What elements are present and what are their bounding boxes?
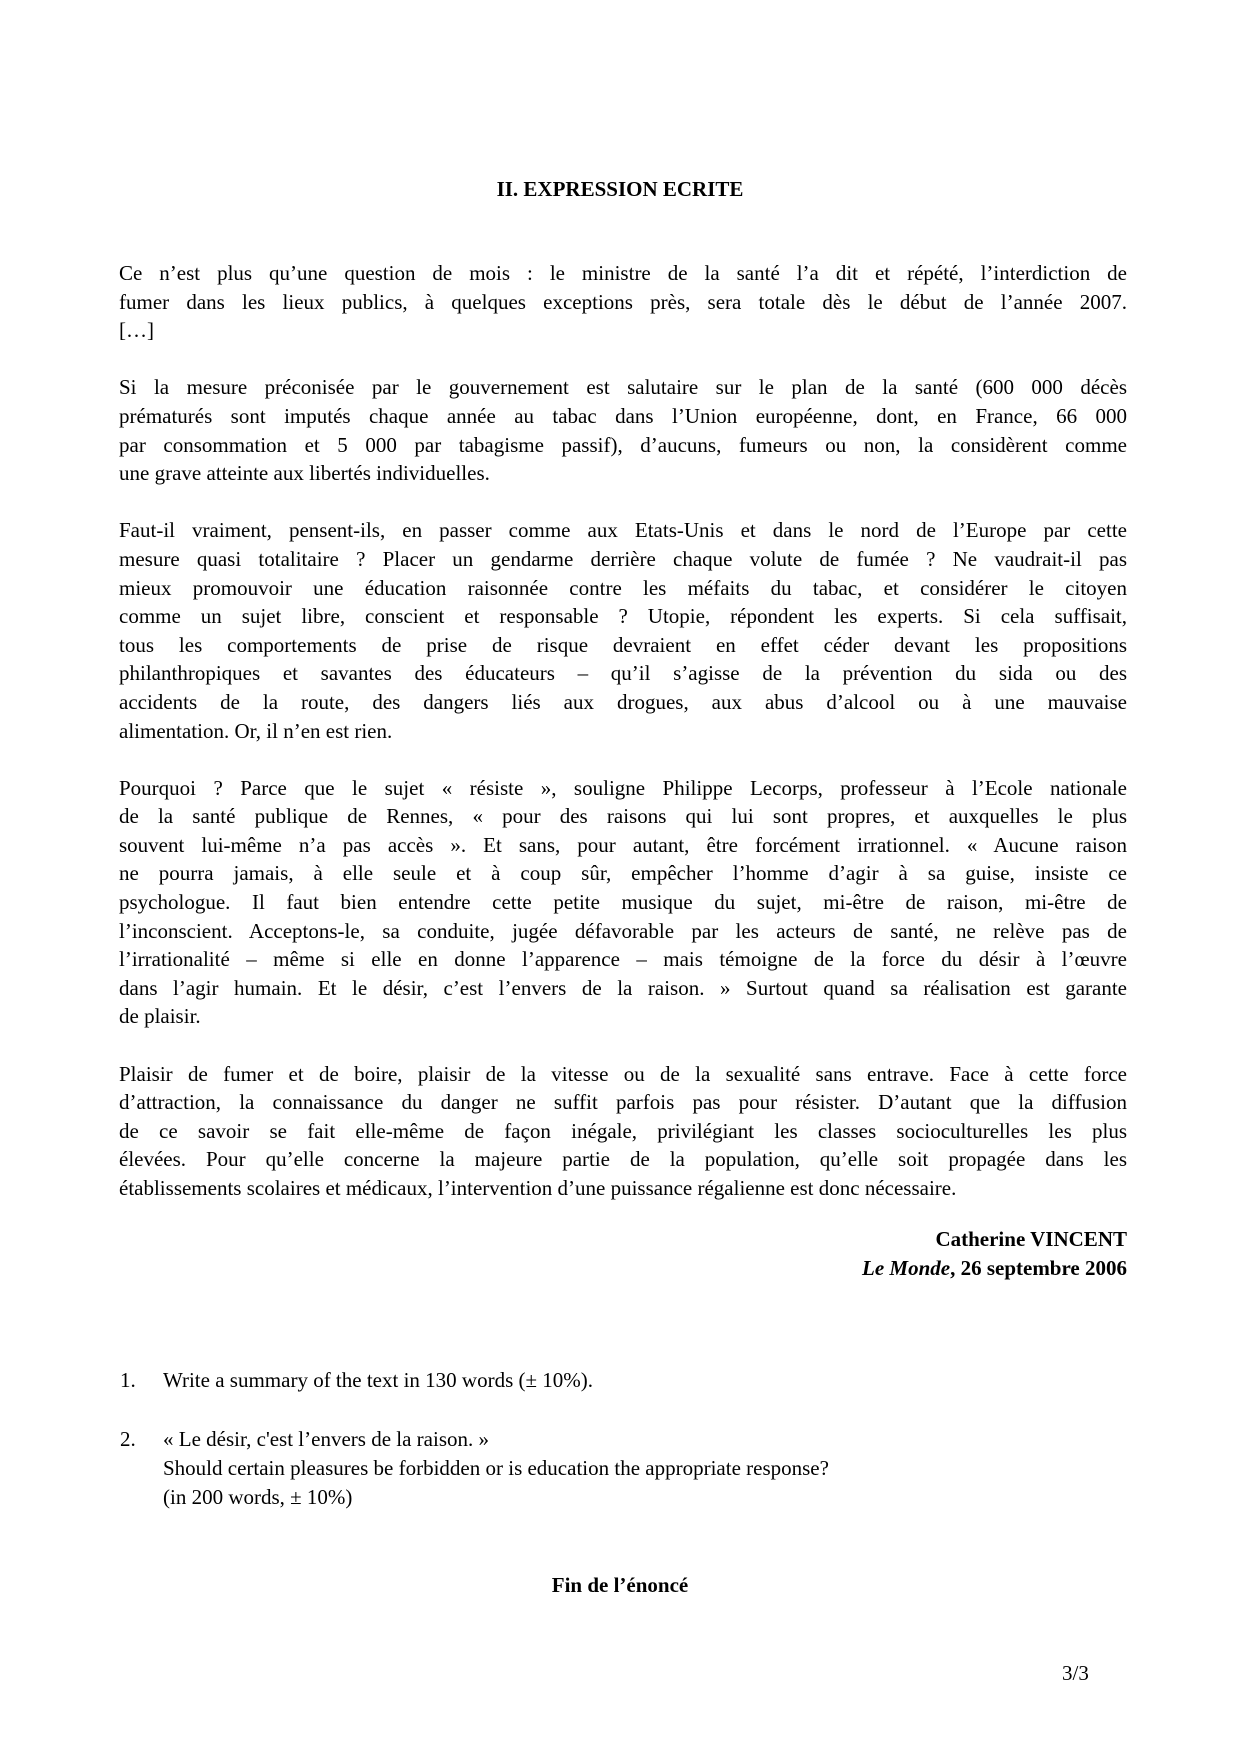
text-line: psychologue. Il faut bien entendre cette petite musique du sujet, mi-être de raison, mi-être de bbox=[119, 890, 1127, 915]
text-line: Pourquoi ? Parce que le sujet « résiste », souligne Philippe Lecorps, professeur à l’Ecole nationale bbox=[119, 775, 1127, 800]
text-line: […] bbox=[119, 318, 154, 343]
text-line: l’inconscient. Acceptons-le, sa conduite, jugée défavorable par les acteurs de santé, ne relève pas de bbox=[119, 918, 1127, 943]
question-quote: « Le désir, c'est l’envers de la raison. » bbox=[163, 1427, 489, 1451]
text-line: alimentation. Or, il n’en est rien. bbox=[119, 718, 393, 743]
text-line: de plaisir. bbox=[119, 1004, 201, 1029]
text-line: comme un sujet libre, conscient et responsable ? Utopie, répondent les experts. Si cela suffisait, bbox=[119, 604, 1127, 629]
end-of-statement: Fin de l’énoncé bbox=[551, 1573, 689, 1597]
text-line: dans l’agir humain. Et le désir, c’est l’envers de la raison. » Surtout quand sa réalisation est garante bbox=[119, 975, 1127, 1000]
paragraph bbox=[119, 1060, 1127, 1203]
paragraph bbox=[119, 516, 1127, 745]
text-line: une grave atteinte aux libertés individuelles. bbox=[119, 461, 490, 486]
text-line: Si la mesure préconisée par le gouvernement est salutaire sur le plan de la santé (600 000 décès bbox=[119, 375, 1127, 400]
text-line: fumer dans les lieux publics, à quelques exceptions près, sera totale dès le début de l’année 2007. bbox=[119, 289, 1127, 314]
text-line: Ce n’est plus qu’une question de mois : le ministre de la santé l’a dit et répété, l’interdiction de bbox=[119, 261, 1127, 285]
page-number: 3/3 bbox=[1062, 1661, 1089, 1685]
text-line: établissements scolaires et médicaux, l’intervention d’une puissance régalienne est donc nécessaire. bbox=[119, 1176, 957, 1200]
text-line: accidents de la route, des dangers liés aux drogues, aux abus d’alcool ou à une mauvaise bbox=[119, 689, 1127, 714]
author: Catherine VINCENT bbox=[935, 1227, 1127, 1251]
signature bbox=[862, 1225, 1127, 1283]
text-line: Faut-il vraiment, pensent-ils, en passer comme aux Etats-Unis et dans le nord de l’Europe par cette bbox=[119, 518, 1127, 543]
paragraph bbox=[119, 259, 1127, 345]
text-line: élevées. Pour qu’elle concerne la majeure partie de la population, qu’elle soit propagée dans les bbox=[119, 1147, 1127, 1172]
paragraph bbox=[119, 373, 1127, 487]
question-constraint: (in 200 words, ± 10%) bbox=[163, 1485, 353, 1509]
article-body bbox=[119, 259, 1127, 1231]
source-line bbox=[862, 1254, 1127, 1283]
text-line: d’attraction, la connaissance du danger ne suffit parfois pas pour résister. D’autant que la diffusion bbox=[119, 1090, 1127, 1115]
question-number: 1. bbox=[120, 1368, 136, 1392]
paragraph bbox=[119, 774, 1127, 1031]
source-date: , 26 septembre 2006 bbox=[950, 1256, 1127, 1280]
question-number: 2. bbox=[120, 1427, 136, 1451]
text-line: tous les comportements de prise de risque devraient en effet céder devant les propositions bbox=[119, 632, 1127, 657]
text-line: souvent lui-même n’a pas accès ». Et sans, pour autant, être forcément irrationnel. « Aucune raison bbox=[119, 832, 1127, 857]
text-line: l’irrationalité – même si elle en donne l’apparence – mais témoigne de la force du désir à l’œuvre bbox=[119, 947, 1127, 972]
source-name: Le Monde bbox=[862, 1256, 951, 1280]
section-title: II. EXPRESSION ECRITE bbox=[496, 177, 744, 201]
text-line: philanthropiques et savantes des éducateurs – qu’il s’agisse de la prévention du sida ou des bbox=[119, 661, 1127, 686]
text-line: mieux promouvoir une éducation raisonnée contre les méfaits du tabac, et considérer le citoyen bbox=[119, 575, 1127, 600]
question-text: Should certain pleasures be forbidden or is education the appropriate response? bbox=[163, 1456, 829, 1480]
question-text: Write a summary of the text in 130 words (± 10%). bbox=[163, 1368, 593, 1392]
text-line: mesure quasi totalitaire ? Placer un gendarme derrière chaque volute de fumée ? Ne vaudrait-il pas bbox=[119, 546, 1127, 571]
text-line: prématurés sont imputés chaque année au tabac dans l’Union européenne, dont, en France, 66 000 bbox=[119, 403, 1127, 428]
text-line: Plaisir de fumer et de boire, plaisir de la vitesse ou de la sexualité sans entrave. Face à cette force bbox=[119, 1061, 1127, 1086]
text-line: par consommation et 5 000 par tabagisme passif), d’aucuns, fumeurs ou non, la considèrent comme bbox=[119, 432, 1127, 457]
text-line: de ce savoir se fait elle-même de façon inégale, privilégiant les classes socioculturelles les plus bbox=[119, 1118, 1127, 1143]
text-line: de la santé publique de Rennes, « pour des raisons qui lui sont propres, et auxquelles le plus bbox=[119, 804, 1127, 829]
text-line: ne pourra jamais, à elle seule et à coup sûr, empêcher l’homme d’agir à sa guise, insiste ce bbox=[119, 861, 1127, 886]
